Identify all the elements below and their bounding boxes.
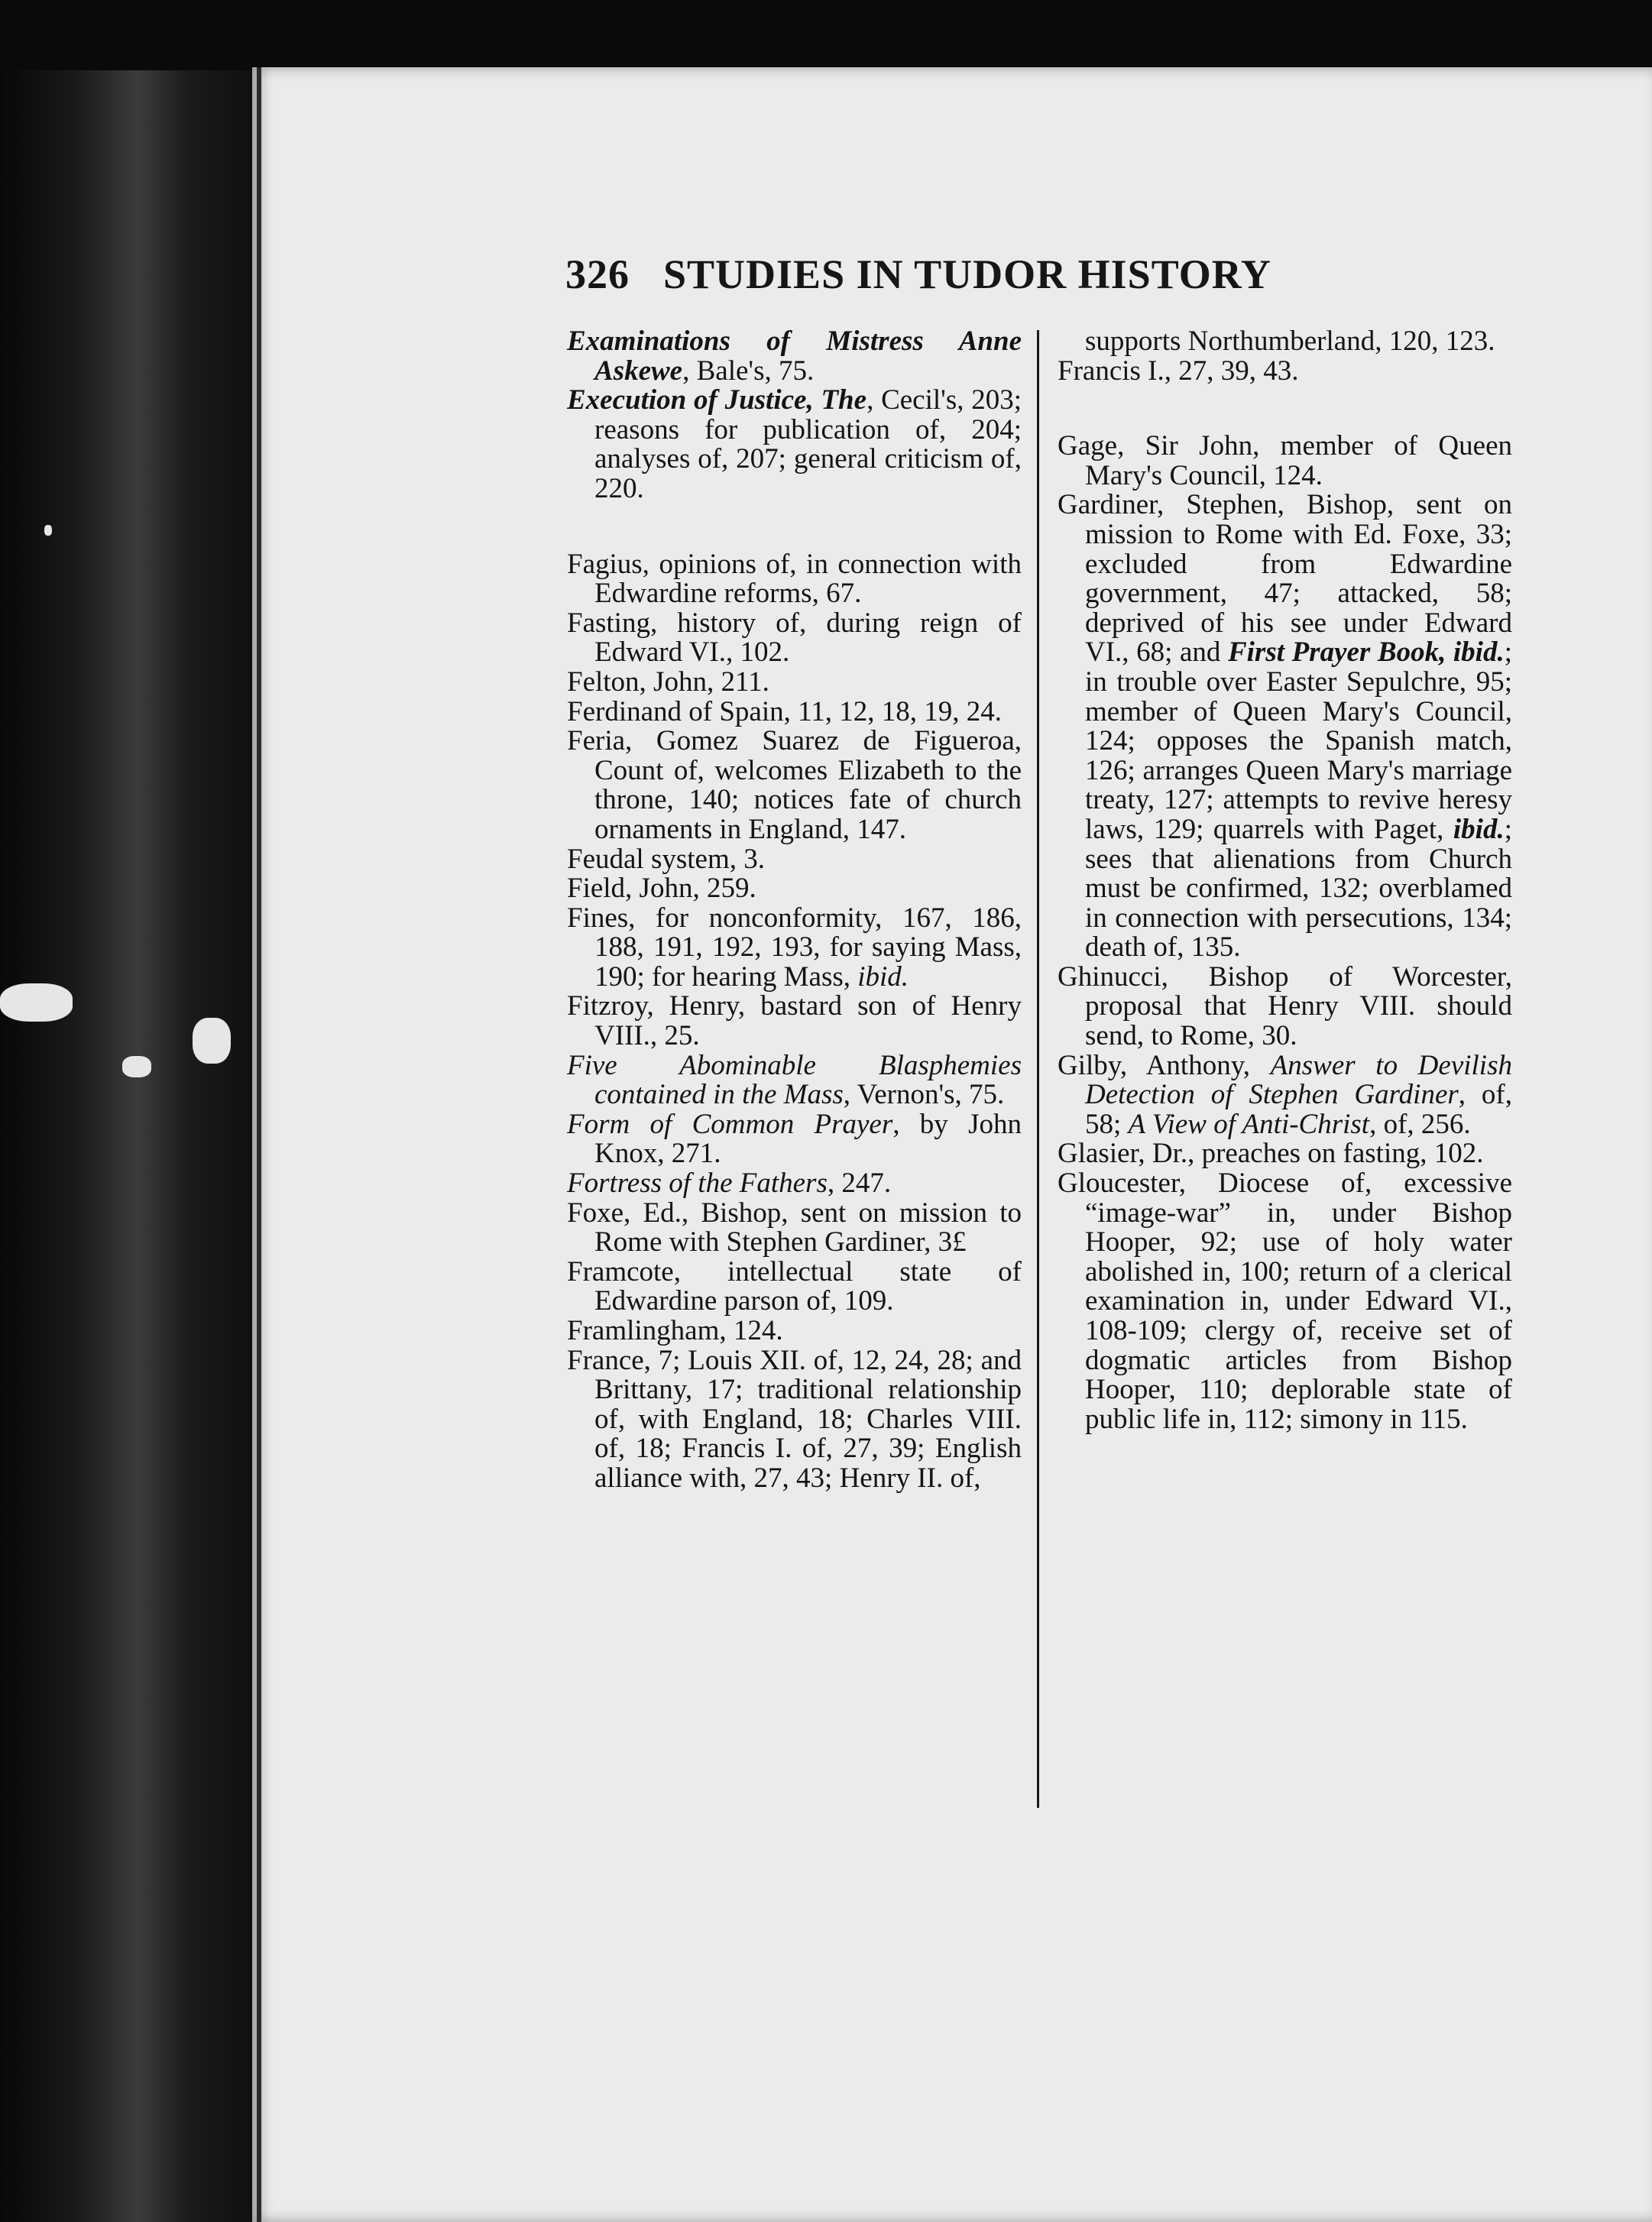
entry-text: First Prayer Book, ibid. (1227, 636, 1505, 669)
index-entry (567, 1317, 1022, 1346)
letter-gap (1058, 386, 1512, 432)
index-entry (567, 550, 1022, 609)
scan-fleck (122, 1056, 151, 1077)
entry-text: , Vernon's, 75. (843, 1079, 1005, 1111)
entry-text: Felton, John, 211. (567, 666, 769, 698)
index-entry (567, 386, 1022, 504)
entry-text: , Cecil's, 203; reasons for publication of, 204; analyses of, 207; general criticism of, 220. (594, 384, 1022, 504)
index-entry (1058, 960, 1512, 1052)
entry-text: ibid. (857, 960, 909, 993)
entry-text: Fasting, history of, during reign of Edward VI., 102. (567, 607, 1022, 669)
index-entry (567, 1169, 1022, 1199)
index-entry (1058, 357, 1512, 387)
index-entry (567, 874, 1022, 904)
index-entry (567, 1199, 1022, 1258)
index-entry (567, 904, 1022, 993)
entry-text: A View of Anti-Christ (1128, 1108, 1370, 1140)
page-title: STUDIES IN TUDOR HISTORY (663, 251, 1271, 297)
scan-fleck (193, 1018, 231, 1064)
index-entry (1058, 1051, 1512, 1140)
entry-text: , of, 58; (1085, 1079, 1513, 1140)
entry-text: Form of Common Prayer (567, 1108, 893, 1140)
letter-gap (567, 504, 1022, 550)
entry-text: , Bale's, 75. (682, 355, 815, 387)
column-divider (1037, 330, 1039, 1808)
index-entry (567, 1051, 1022, 1110)
index-entry (1058, 432, 1512, 491)
entry-text: Gardiner, Stephen, Bishop, sent on mission to Rome with Ed. Foxe, 33; excluded from Edwardine government, 47; attacked, 58; deprived of his see under Edward VI., 68; and (1058, 489, 1512, 669)
entry-text: Fitzroy, Henry, bastard son of Henry VIII., 25. (567, 990, 1022, 1052)
index-entry (567, 727, 1022, 844)
scan-fleck (0, 983, 73, 1022)
index-entry (1058, 491, 1512, 963)
entry-text: Ghinucci, Bishop of Worcester, proposal that Henry VIII. should send, to Rome, 30. (1058, 960, 1512, 1052)
entry-text: Feudal system, 3. (567, 843, 765, 875)
index-entry (1058, 1139, 1512, 1169)
entry-text: Fines, for nonconformity, 167, 186, 188, 191, 192, 193, for saying Mass, 190; for hearing Mass, (567, 902, 1022, 993)
index-entry (1058, 1169, 1512, 1434)
entry-text: Feria, Gomez Suarez de Figueroa, Count of, welcomes Elizabeth to the throne, 140; notices fate of church ornaments in England, 147. (567, 725, 1022, 845)
entry-text: Foxe, Ed., Bishop, sent on mission to Rome with Stephen Gardiner, 3£ (567, 1197, 1022, 1258)
index-entry (567, 327, 1022, 386)
entry-text: Francis I., 27, 39, 43. (1058, 355, 1299, 387)
index-entry (567, 992, 1022, 1051)
index-entry (1058, 327, 1512, 357)
entry-text: ibid. (1453, 813, 1505, 845)
entry-text: Examinations of Mistress Anne Askewe (567, 326, 1022, 387)
index-entry (567, 695, 1022, 727)
entry-text: Gloucester, Diocese of, excessive “image-war” in, under Bishop Hooper, 92; use of holy water abolished in, 100; return of a clerical examination in, under Edward VI., 108-109; clergy of, receive set of dogmatic articles from Bishop Hooper, 110; deplorable state of public life in, 112; simony in 115. (1058, 1168, 1512, 1435)
index-column-left (567, 327, 1022, 1494)
entry-text: supports Northumberland, 120, 123. (1085, 326, 1495, 357)
entry-text: Five Abominable Blasphemies contained in the Mass (567, 1049, 1022, 1111)
index-entry (567, 1346, 1022, 1494)
entry-text: Fagius, opinions of, in connection with Edwardine reforms, 67. (567, 548, 1022, 610)
index-entry (567, 1255, 1022, 1317)
page-edge (257, 67, 261, 2222)
entry-text: Framcote, intellectual state of Edwardine parson of, 109. (567, 1255, 1022, 1317)
entry-text: , 247. (827, 1168, 892, 1200)
book-spine (0, 70, 252, 2222)
entry-text: Execution of Justice, The (567, 384, 867, 416)
entry-text: Fortress of the Fathers (567, 1168, 828, 1200)
index-entry (567, 609, 1022, 668)
entry-text: Framlingham, 124. (567, 1315, 783, 1346)
entry-text: , of, 256. (1369, 1108, 1471, 1140)
entry-text: , by John Knox, 271. (594, 1108, 1022, 1170)
running-head (565, 251, 1505, 298)
entry-text: France, 7; Louis XII. of, 12, 24, 28; and Brittany, 17; traditional relationship of, with England, 18; Charles VIII. of, 18; Francis I. of, 27, 39; English alliance with, 27, 43; Henry II. of, (567, 1344, 1022, 1494)
entry-text: Gilby, Anthony, (1058, 1049, 1271, 1081)
scan-top-border (0, 0, 1652, 70)
entry-text: Gage, Sir John, member of Queen Mary's Council, 124. (1058, 430, 1512, 491)
entry-text: Glasier, Dr., preaches on fasting, 102. (1058, 1138, 1484, 1170)
index-column-right (1058, 327, 1512, 1434)
entry-text: Field, John, 259. (567, 873, 756, 905)
entry-text: Ferdinand of Spain, 11, 12, 18, 19, 24. (567, 695, 1003, 727)
scan-fleck (44, 525, 52, 536)
page-number: 326 (565, 251, 630, 297)
index-entry (567, 845, 1022, 875)
entry-text: Answer to Devilish Detection of Stephen Gardiner (1085, 1049, 1512, 1111)
index-entry (567, 668, 1022, 698)
index-entry (567, 1110, 1022, 1169)
entry-text: ; in trouble over Easter Sepulchre, 95; member of Queen Mary's Council, 124; opposes the Spanish match, 126; arranges Queen Mary's marriage treaty, 127; attempts to revive heresy laws, 129; quarrels with Paget, (1085, 636, 1512, 845)
entry-text: ; sees that alienations from Church must be confirmed, 132; overblamed in connection with persecutions, 134; death of, 135. (1085, 813, 1512, 964)
